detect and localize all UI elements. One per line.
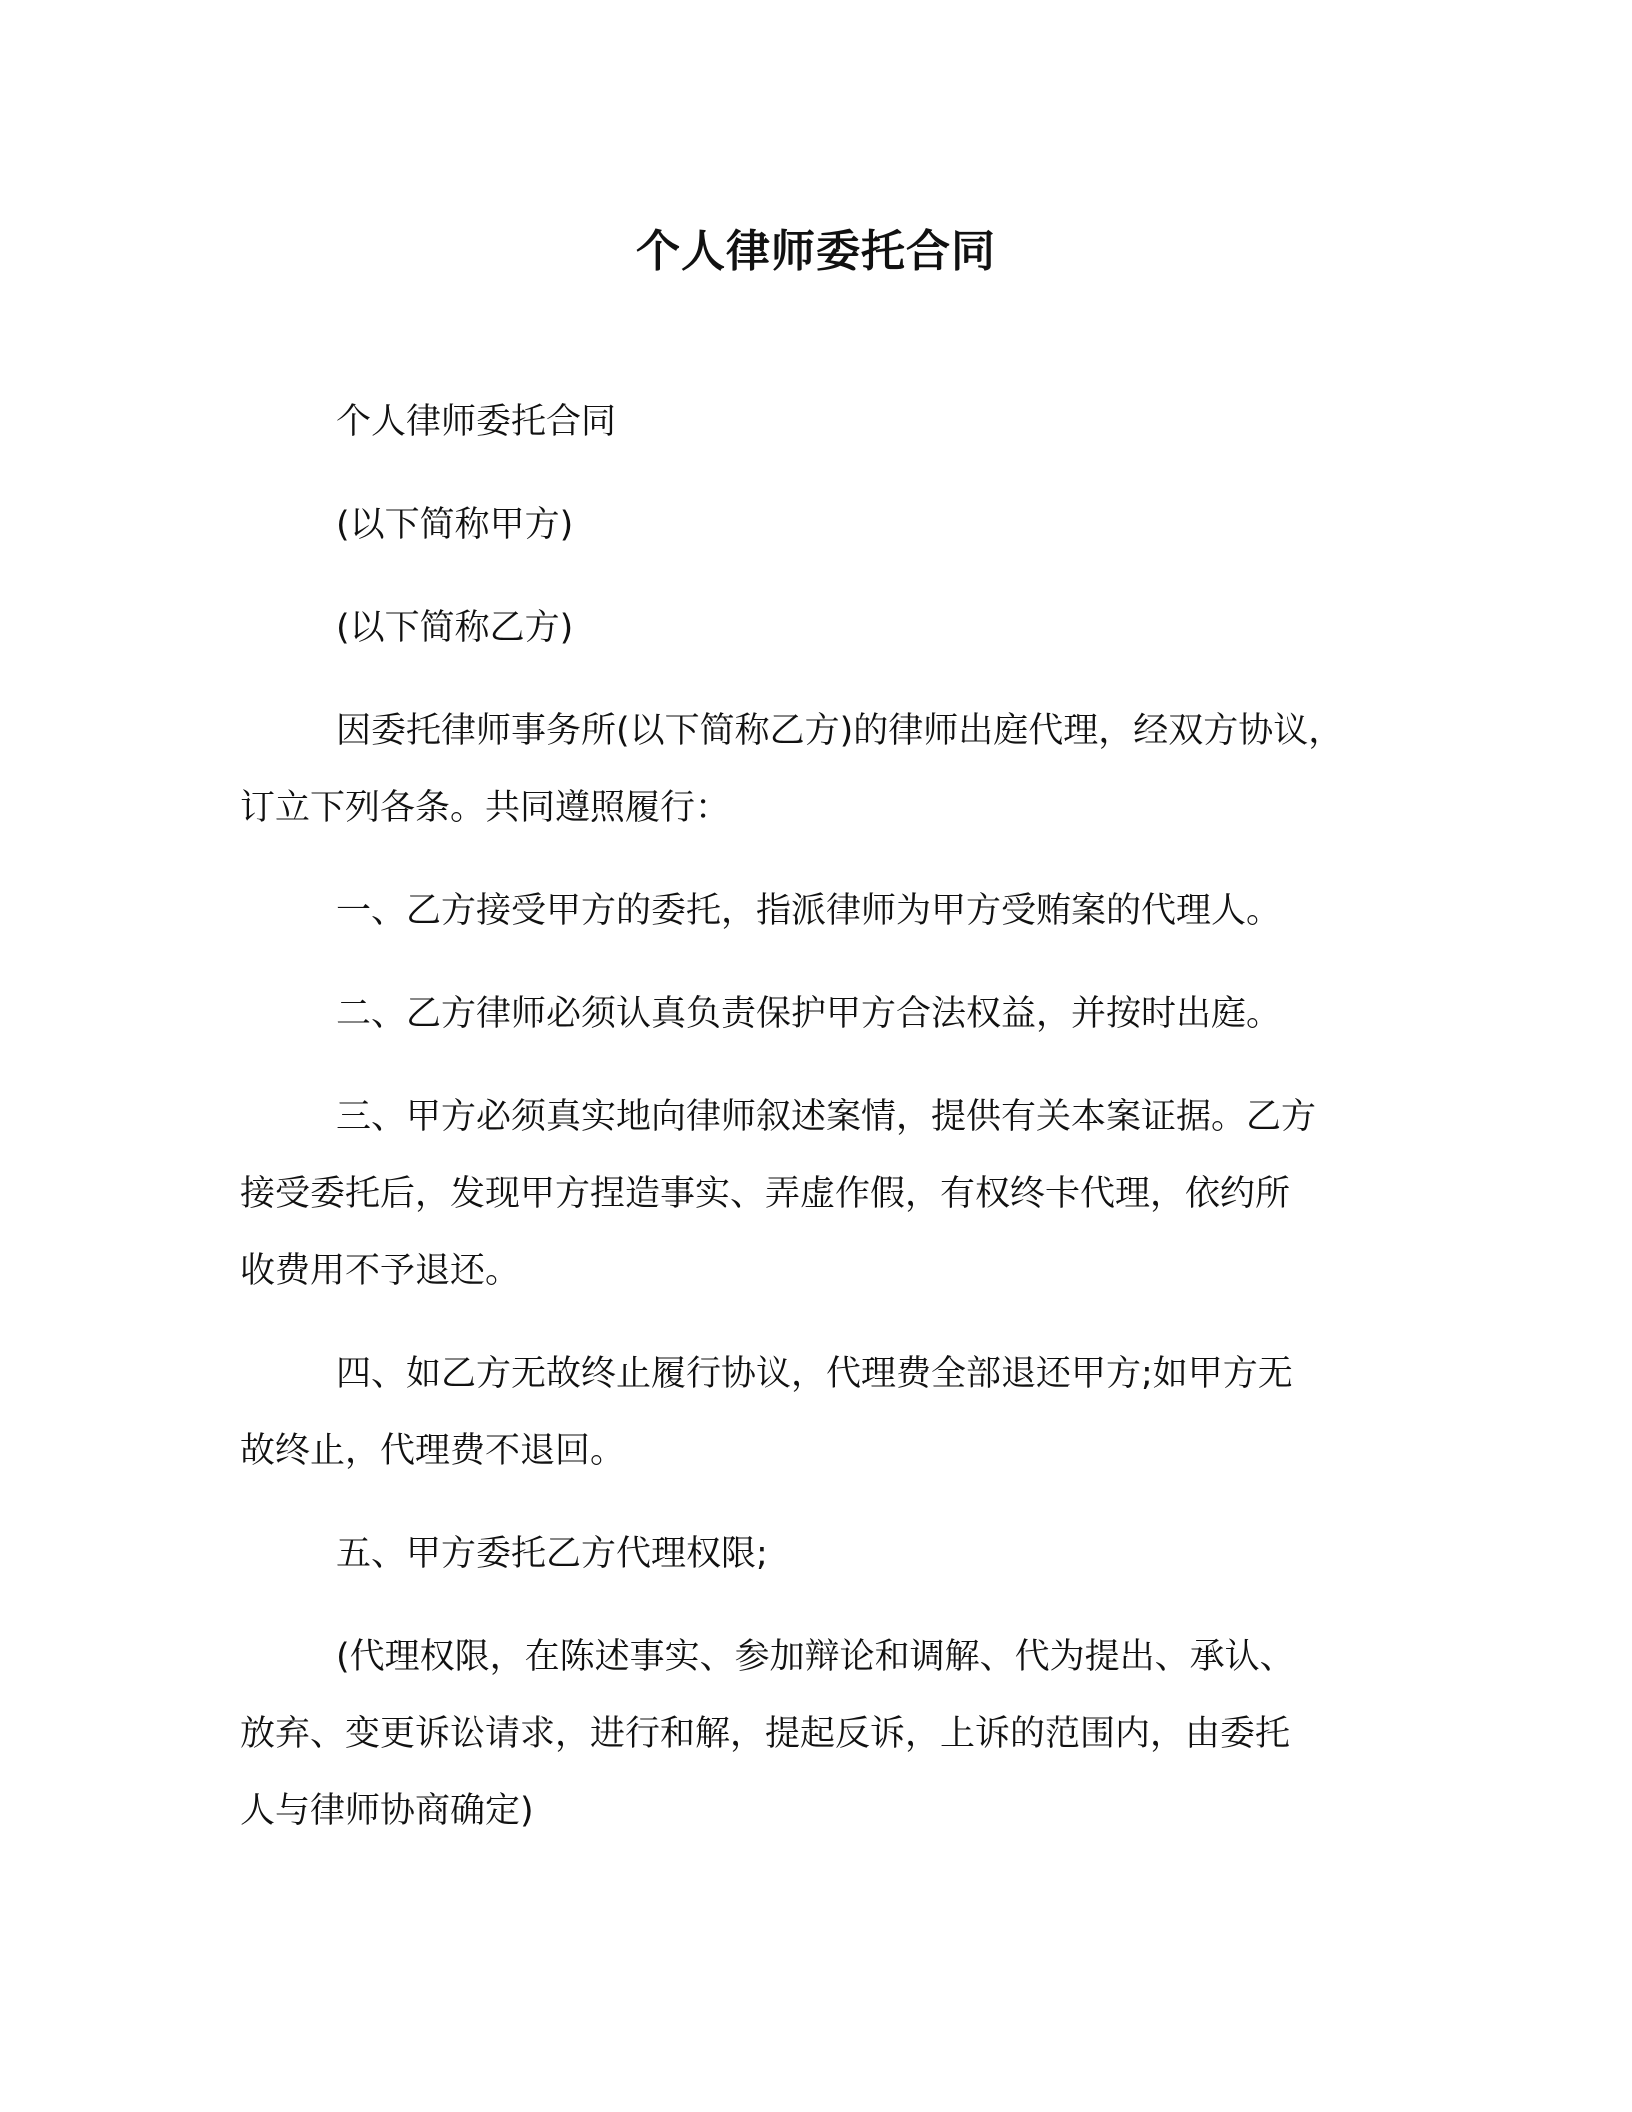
clause-5 (240, 1516, 1390, 1593)
paragraph-line: 二、乙方律师必须认真负责保护甲方合法权益，并按时出庭。 (336, 994, 1282, 1034)
clause-2 (240, 976, 1390, 1053)
paragraph-line: 接受委托后，发现甲方捏造事实、弄虚作假，有权终卡代理，依约所 (240, 1174, 1291, 1214)
paragraph-party-b (240, 590, 1390, 667)
paragraph-line: 五、甲方委托乙方代理权限; (336, 1534, 768, 1574)
paragraph-line: (代理权限，在陈述事实、参加辩论和调解、代为提出、承认、 (336, 1637, 1295, 1677)
paragraph-line: 订立下列各条。共同遵照履行： (240, 788, 731, 828)
clause-5-detail (240, 1619, 1390, 1850)
clause-4 (240, 1336, 1390, 1490)
paragraph-party-a (240, 487, 1390, 564)
clause-3 (240, 1079, 1390, 1310)
document-title: 个人律师委托合同 (636, 226, 996, 277)
paragraph-preamble (240, 693, 1390, 847)
paragraph-line: (以下简称乙方) (336, 608, 574, 648)
paragraph-line: 四、如乙方无故终止履行协议，代理费全部退还甲方;如甲方无 (336, 1354, 1293, 1394)
paragraph-line: 一、乙方接受甲方的委托，指派律师为甲方受贿案的代理人。 (336, 891, 1282, 931)
paragraph-line: 人与律师协商确定) (240, 1791, 534, 1831)
paragraph-line: 三、甲方必须真实地向律师叙述案情，提供有关本案证据。乙方 (336, 1097, 1317, 1137)
paragraph-line: 个人律师委托合同 (336, 402, 617, 442)
paragraph-line: 收费用不予退还。 (240, 1251, 521, 1291)
paragraph-heading (240, 384, 1390, 461)
paragraph-line: (以下简称甲方) (336, 505, 574, 545)
paragraph-line: 放弃、变更诉讼请求，进行和解，提起反诉，上诉的范围内，由委托 (240, 1714, 1291, 1754)
paragraph-line: 因委托律师事务所(以下简称乙方)的律师出庭代理，经双方协议， (336, 711, 1344, 751)
paragraph-line: 故终止，代理费不退回。 (240, 1431, 626, 1471)
clause-1 (240, 873, 1390, 950)
